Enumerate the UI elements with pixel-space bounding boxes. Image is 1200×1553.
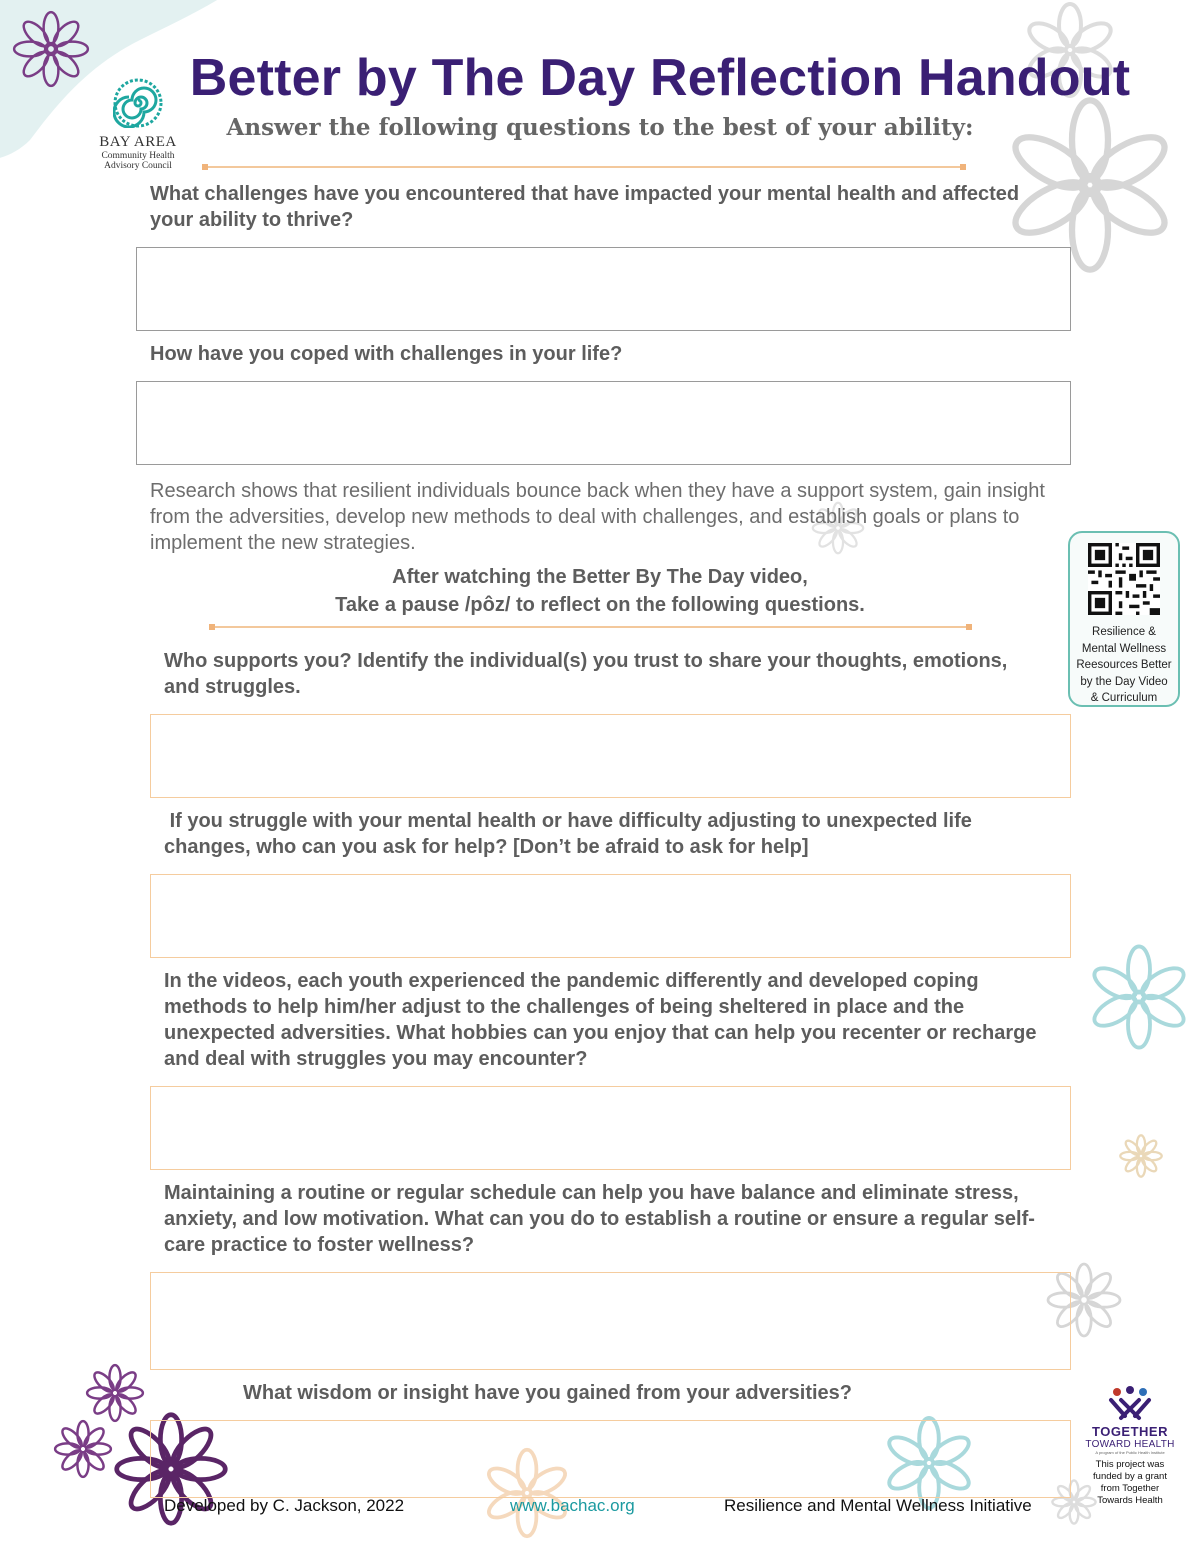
flower-icon (1118, 1133, 1164, 1179)
question-text: If you struggle with your mental health or have difficulty adjusting to unexpected life changes, who can you ask for help? [Don’t be afraid to ask for help] (164, 810, 978, 858)
question-text: Who supports you? Identify the individual(s) you trust to share your thoughts, emotions, and struggles. (164, 650, 1008, 698)
question-text: How have you coped with challenges in your life? (150, 343, 623, 365)
funder-logo (1082, 1386, 1178, 1507)
question-text: What challenges have you encountered that have impacted your mental health and affected your ability to thrive? (150, 183, 1020, 231)
qr-card[interactable] (1068, 531, 1180, 707)
answer-box[interactable] (150, 714, 1071, 798)
answer-box[interactable] (136, 247, 1071, 331)
qr-caption-line: by the Day Video (1080, 675, 1168, 688)
question-text: What wisdom or insight have you gained from your adversities? (243, 1382, 852, 1404)
research-paragraph: Research shows that resilient individuals bounce back when they have a support system, gain insight from the adversities, develop new methods to deal with challenges, and establish goals or plans to implement the new strategies. (150, 480, 1045, 554)
flower-icon (52, 1418, 114, 1480)
qr-caption-line: Mental Wellness (1081, 642, 1167, 655)
flower-icon (10, 8, 92, 90)
funder-note-line: funded by a grant (1093, 1471, 1167, 1482)
section-divider (205, 166, 963, 168)
page-subtitle: Answer the following questions to the best of your ability: (226, 114, 974, 141)
org-sub-line: Advisory Council (104, 161, 172, 171)
qr-caption-line: Resilience & (1092, 626, 1156, 638)
funder-brand: TOWARD HEALTH (1085, 1439, 1175, 1450)
qr-code-icon (1088, 543, 1160, 615)
qr-caption-line: Reesources Better (1076, 659, 1172, 671)
pause-line: After watching the Better By The Day video, (392, 566, 808, 588)
funder-note-line: This project was (1095, 1459, 1165, 1470)
footer-developer: Developed by C. Jackson, 2022 (164, 1496, 405, 1515)
answer-box[interactable] (150, 1420, 1071, 1498)
answer-box[interactable] (150, 874, 1071, 958)
funder-brand: TOGETHER (1092, 1424, 1168, 1439)
flower-icon (1080, 942, 1198, 1052)
people-icon (1107, 1386, 1153, 1422)
answer-box[interactable] (150, 1086, 1071, 1170)
answer-box[interactable] (150, 1272, 1071, 1370)
footer-initiative: Resilience and Mental Wellness Initiative (724, 1496, 1032, 1515)
org-name: BAY AREA (99, 134, 177, 150)
pause-line: Take a pause /pôz/ to reflect on the following questions. (335, 594, 865, 616)
question-text: Maintaining a routine or regular schedule can help you have balance and eliminate stress, anxiety, and low motivation. What can you do to establish a routine or ensure a regular self-care practice to foster wellness? (164, 1182, 1035, 1256)
section-divider (212, 626, 969, 628)
funder-note-line: from Together (1100, 1483, 1160, 1494)
qr-caption-line: & Curriculum (1090, 692, 1158, 704)
page-title: Better by The Day Reflection Handout (189, 49, 1131, 107)
org-sub-line: Community Health (101, 151, 175, 161)
funder-note-line: Towards Health (1097, 1495, 1163, 1506)
footer-website-link[interactable]: www.bachac.org (510, 1496, 635, 1515)
answer-box[interactable] (136, 381, 1071, 465)
question-text: In the videos, each youth experienced the pandemic differently and developed coping methods to help him/her adjust to the challenges of being sheltered in place and the unexpected adversities. What hobbies can you enjoy that can help you recenter or recharge and deal with struggles you may encounter? (164, 970, 1037, 1070)
funder-brand-sub: A program of the Public Health Institute (1095, 1450, 1165, 1455)
